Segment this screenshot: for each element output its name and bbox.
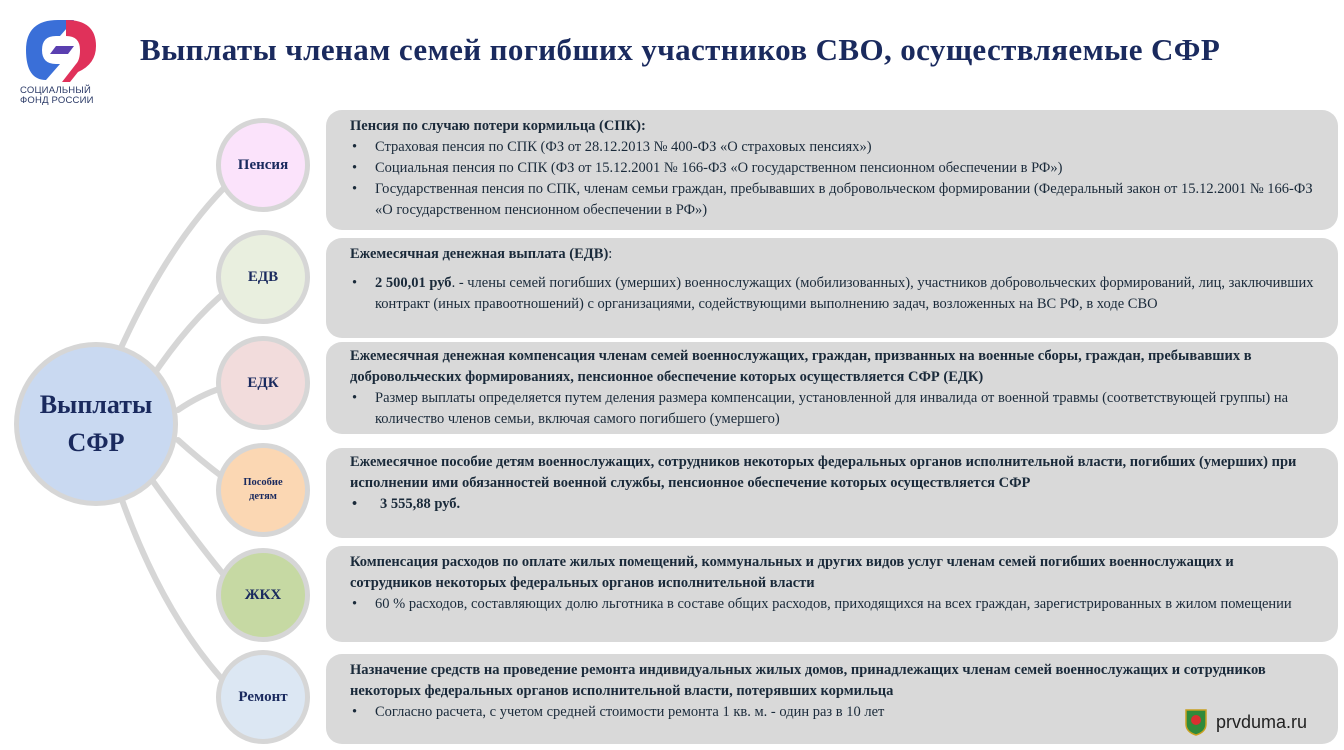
box-edv [326, 238, 1338, 338]
box-repair-heading: Назначение средств на проведение ремонта индивидуальных жилых домов, принадлежащих членам семей военнослужащих и сотрудников некоторых федеральных органов исполнительной власти, потерявших кормильца [350, 662, 1266, 699]
box-children [326, 448, 1338, 538]
node-housing [216, 548, 310, 642]
box-pension [326, 110, 1338, 230]
connector-edk [178, 388, 222, 410]
list-item: • Социальная пенсия по СПК (ФЗ от 15.12.2001 № 166-ФЗ «О государственном пенсионном обеспечении в РФ») [350, 158, 1318, 179]
node-repair-label: Ремонт [238, 688, 288, 705]
node-edk [216, 336, 310, 430]
node-children-label-line1: Пособие [243, 477, 283, 488]
center-node [14, 342, 178, 506]
list-item: • Согласно расчета, с учетом средней стоимости ремонта 1 кв. м. - один раз в 10 лет [350, 702, 1318, 723]
watermark-text: prvduma.ru [1216, 711, 1308, 732]
box-edv-heading-text: Ежемесячная денежная выплата (ЕДВ) [350, 246, 609, 262]
box-children-heading: Ежемесячное пособие детям военнослужащих, сотрудников некоторых федеральных органов исполнительной власти, погибших (умерших) при исполнении ими обязанностей военной службы, пенсионное обеспечение которых осуществляется СФР [350, 454, 1297, 491]
list-item: • Размер выплаты определяется путем деления размера компенсации, установленной для инвалида от военной травмы (соответствующей группы) на количество членов семьи, включая самого погибшего (умершего) [350, 388, 1318, 430]
node-housing-label: ЖКХ [244, 586, 282, 603]
list-item: • Государственная пенсия по СПК, членам семьи граждан, пребывавших в добровольческом формировании (Федеральный закон от 15.12.2001 № 166-ФЗ «О государственном пенсионном обеспечении в РФ») [350, 179, 1318, 221]
box-edk-heading: Ежемесячная денежная компенсация членам семей военнослужащих, граждан, призванных на военные сборы, граждан, пребывавших в добровольческих формированиях, пенсионное обеспечение которых осуществляется СФР (ЕДК) [350, 348, 1252, 385]
list-item: • Страховая пенсия по СПК (ФЗ от 28.12.2013 № 400-ФЗ «О страховых пенсиях») [350, 137, 1318, 158]
connector-pension [120, 180, 232, 350]
node-edv-label: ЕДВ [247, 268, 279, 285]
edv-amount: 2 500,01 руб [375, 275, 452, 291]
connector-children [178, 440, 224, 478]
node-edk-label: ЕДК [247, 374, 279, 391]
center-label-line1: Выплаты [39, 390, 153, 419]
logo-line1: СОЦИАЛЬНЫЙ [20, 85, 92, 96]
coat-of-arms-icon [1184, 708, 1208, 736]
node-pension [216, 118, 310, 212]
list-item [350, 273, 1318, 315]
box-pension-heading: Пенсия по случаю потери кормильца (СПК): [350, 118, 646, 134]
node-children-label [243, 476, 282, 504]
list-item: • 3 555,88 руб. [350, 494, 1318, 515]
page-title: Выплаты членам семей погибших участников СВО, осуществляемые СФР [140, 32, 1221, 67]
box-edv-heading [350, 244, 1318, 265]
node-children-label-line2: детям [249, 491, 277, 502]
node-repair [216, 650, 310, 744]
list-item: • 60 % расходов, составляющих долю льготника в составе общих расходов, приходящихся на всех граждан, зарегистрированных в жилом помещении [350, 594, 1318, 615]
node-edv [216, 230, 310, 324]
node-children [216, 443, 310, 537]
center-label-line2: СФР [67, 428, 125, 457]
node-pension-label: Пенсия [237, 156, 289, 173]
box-housing [326, 546, 1338, 642]
box-edv-heading-suffix: : [608, 246, 613, 262]
edv-description: . - члены семей погибших (умерших) военнослужащих (мобилизованных), участников добровольческих формирований, лиц, заключивших контракт (иных правоотношений) с организациями, содействующими выполнению задач, возложенных на ВС РФ, в ходе СВО [375, 275, 1314, 312]
logo-line2: ФОНД РОССИИ [20, 95, 94, 106]
watermark [1184, 708, 1307, 736]
box-housing-heading: Компенсация расходов по оплате жилых помещений, коммунальных и других видов услуг членам семей погибших военнослужащих и сотрудников некоторых федеральных органов исполнительной власти [350, 554, 1234, 591]
box-edk [326, 342, 1338, 434]
connector-edv [150, 290, 228, 380]
